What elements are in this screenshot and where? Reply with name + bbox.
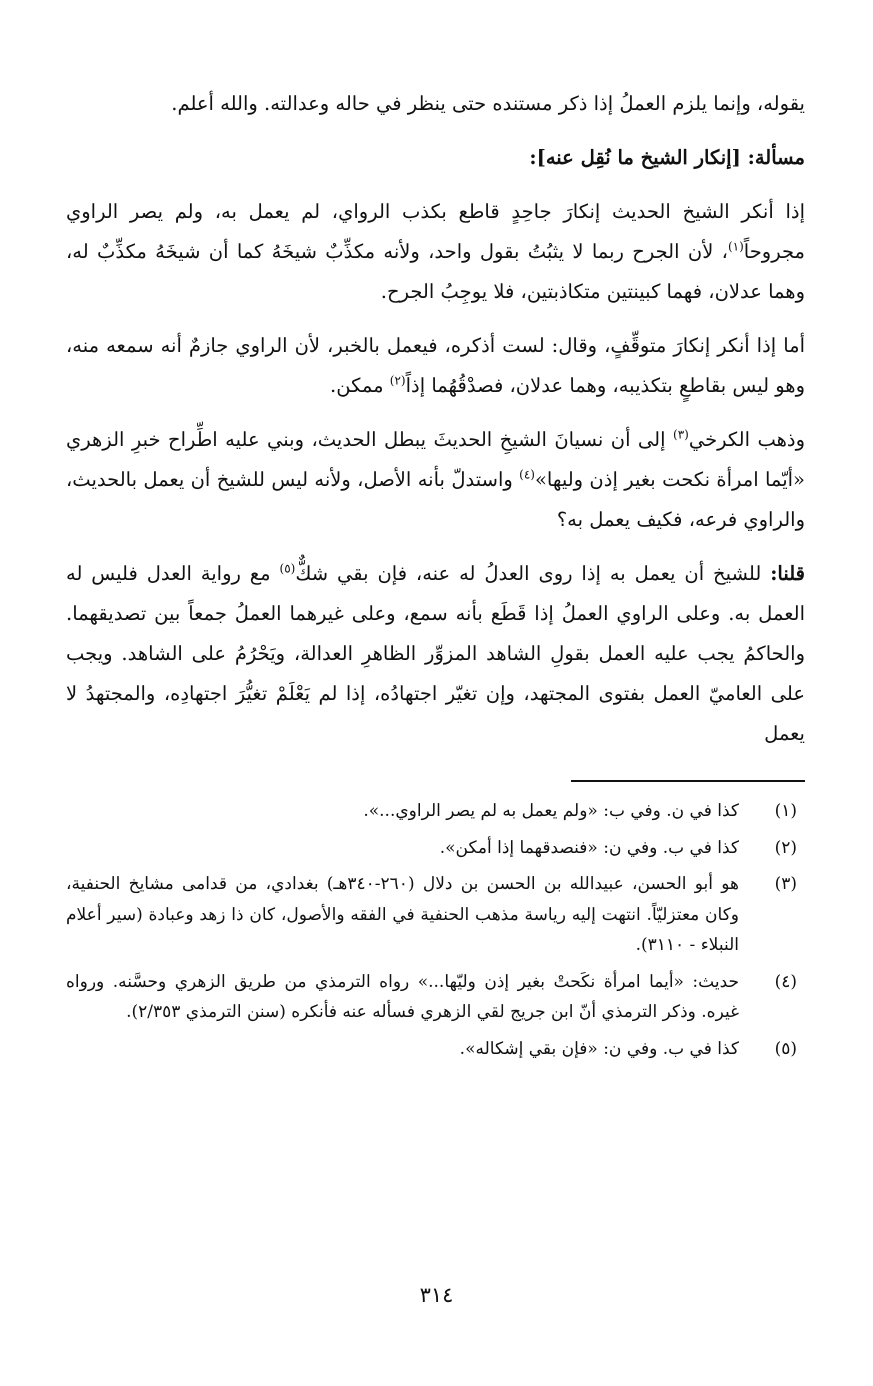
footnote-item xyxy=(66,869,805,961)
footnote-item xyxy=(66,1034,805,1065)
footnotes xyxy=(66,796,805,1064)
footnote-separator xyxy=(571,780,805,782)
footnote-number: (٣) xyxy=(774,874,797,894)
footnote-item xyxy=(66,967,805,1028)
footnote-number: (٢) xyxy=(774,837,797,858)
paragraph-4-text-c: واستدلّ بأنه الأصل، ولأنه ليس للشيخ أن يعمل بالحديث، والراوي فرعه، فكيف يعمل به؟ xyxy=(66,468,805,531)
paragraph-5-text-a: للشيخ أن يعمل به إذا روى العدلُ له عنه، فإن بقي شكٌّ xyxy=(295,562,771,585)
footnote-text: كذا في ب. وفي ن: «فنصدقهما إذا أمكن». xyxy=(439,837,739,858)
paragraph-5-text-b: مع رواية العدل فليس له العمل به. وعلى الراوي العملُ إذا قَطَع بأنه سمع، وعلى غيرهما العملُ جمعاً بين تصديقهما. والحاكمُ يجب عليه العمل بقولِ الشاهد المزوِّر الظاهرِ العدالة، ويَحْرُمُ على الشاهد. ويجب على العاميّ العمل بفتوى المجتهد، وإن تغيّر اجتهادُه، إذا لم يَعْلَمْ تغيُّرَ اجتهادِه، والمجتهدُ لا يعمل xyxy=(66,562,805,745)
page-number: ٣١٤ xyxy=(419,1283,454,1307)
paragraph-5-lead: قلنا: xyxy=(770,562,805,585)
main-text xyxy=(66,84,805,754)
paragraph-2-text-b: ، لأن الجرح ربما لا يثبُتُ بقول واحد، ولأنه مكذِّبٌ شيخَهُ كما أن شيخَهُ مكذِّبٌ له، وهما عدلان، فهما كبينتين متكاذبتين، فلا يوجِبُ الجرح. xyxy=(66,240,805,303)
paragraph-1 xyxy=(66,84,805,124)
paragraph-3-text-b: ممكن. xyxy=(330,374,390,397)
section-heading xyxy=(66,138,805,178)
footnote-number: (١) xyxy=(774,801,797,821)
footnote-ref-4[interactable]: (٤) xyxy=(519,467,535,482)
paragraph-3 xyxy=(66,326,805,406)
paragraph-4 xyxy=(66,420,805,540)
footnote-item xyxy=(66,796,805,827)
paragraph-4-text-a: وذهب الكرخي xyxy=(688,428,805,451)
footnote-number: (٤) xyxy=(774,971,797,992)
paragraph-2-text-a: إذا أنكر الشيخ الحديث إنكارَ جاحِدٍ قاطع بكذب الرواي، لم يعمل به، ولم يصر الراوي مجروحاً xyxy=(66,200,805,263)
footnote-text: كذا في ن. وفي ب: «ولم يعمل به لم يصر الراوي...». xyxy=(363,801,739,821)
footnote-ref-2[interactable]: (٢) xyxy=(389,373,406,388)
paragraph-4-text-b: إلى أن نسيانَ الشيخِ الحديثَ يبطل الحديث، وبني عليه اطِّراح خبرِ الزهري «أيّما امرأة نكحت بغير إذن وليها» xyxy=(66,428,805,491)
footnote-ref-1[interactable]: (١) xyxy=(727,239,744,254)
paragraph-3-text-a: أما إذا أنكر إنكارَ متوقِّفٍ، وقال: لست أذكره، فيعمل بالخبر، لأن الراوي جازمٌ أنه سمعه منه، وهو ليس بقاطعٍ بتكذيبه، وهما عدلان، فصدْقُهُما إذاً xyxy=(66,334,805,397)
footnote-ref-3[interactable]: (٣) xyxy=(673,427,689,442)
section-heading-text: مسألة: [إنكار الشيخ ما نُقِل عنه]: xyxy=(529,146,805,169)
footnote-item xyxy=(66,833,805,864)
paragraph-5 xyxy=(66,554,805,754)
paragraph-1-text: يقوله، وإنما يلزم العملُ إذا ذكر مستنده حتى ينظر في حاله وعدالته. والله أعلم. xyxy=(171,92,805,115)
paragraph-2 xyxy=(66,192,805,312)
footnote-number: (٥) xyxy=(774,1038,797,1059)
footnote-text: حديث: «أيما امرأة نكَحتْ بغير إذن وليّها...» رواه الترمذي من طريق الزهري وحسَّنه. ورواه غيره. وذكر الترمذي أنّ ابن جريج لقي الزهري فسأله عنه فأنكره (سنن الترمذي ٢/٣٥٣). xyxy=(66,971,739,1022)
footnote-text: هو أبو الحسن، عبيدالله بن الحسن بن دلال (٢٦٠-٣٤٠هـ) بغدادي، من قدامى مشايخ الحنفية، وكان معتزليّاً. انتهت إليه رياسة مذهب الحنفية في الفقه والأصول، كان ذا زهد وعبادة (سير أعلام النبلاء - ٣١١٠). xyxy=(66,874,739,955)
footnote-ref-5[interactable]: (٥) xyxy=(279,561,296,576)
footnote-text: كذا في ب. وفي ن: «فإن بقي إشكاله». xyxy=(459,1038,739,1059)
